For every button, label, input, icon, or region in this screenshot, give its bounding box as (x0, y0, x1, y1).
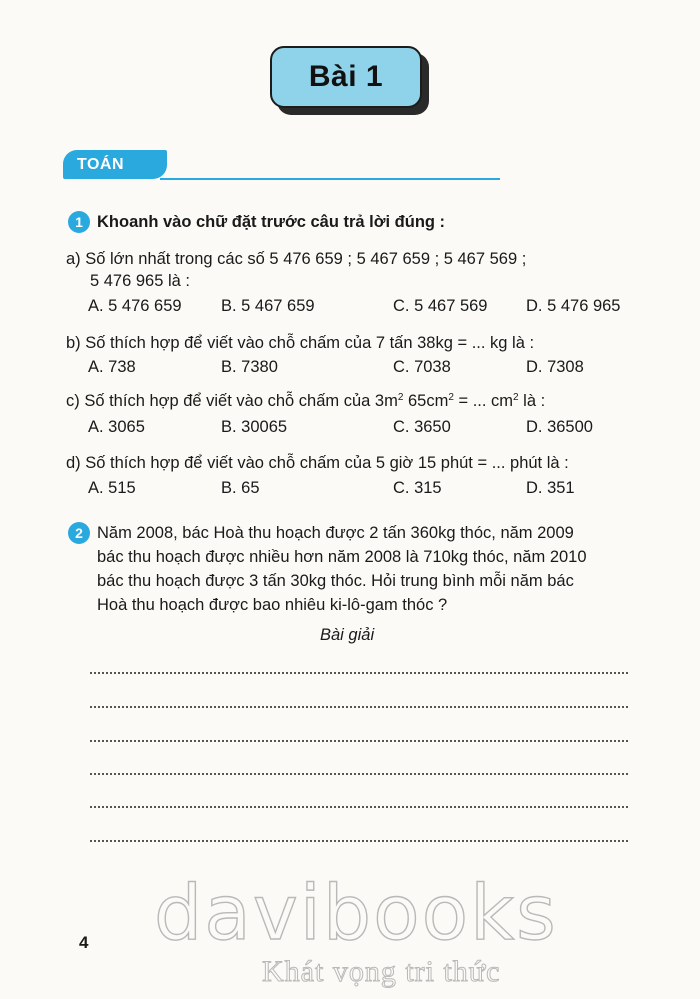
exercise-1-number: 1 (68, 211, 90, 233)
exercise-1-instruction: Khoanh vào chữ đặt trước câu trả lời đúng : (97, 213, 446, 231)
watermark-brand: davibooks (154, 868, 558, 957)
question-b-option-c[interactable]: C. 7038 (393, 358, 451, 376)
lesson-title: Bài 1 (308, 60, 384, 93)
watermark-slogan: Khát vọng tri thức (262, 955, 501, 988)
question-c-option-d[interactable]: D. 36500 (526, 418, 593, 436)
question-a-option-c[interactable]: C. 5 467 569 (393, 297, 488, 315)
question-b-option-a[interactable]: A. 738 (88, 358, 136, 376)
question-a-stem-cont: 5 476 965 là : (90, 272, 190, 290)
question-d-option-c[interactable]: C. 315 (393, 479, 442, 497)
exercise-2-number: 2 (68, 522, 90, 544)
question-d-option-b[interactable]: B. 65 (221, 479, 260, 497)
subject-name: TOÁN (77, 155, 125, 173)
question-a-option-a[interactable]: A. 5 476 659 (88, 297, 182, 315)
question-b-option-d[interactable]: D. 7308 (526, 358, 584, 376)
exercise-2-line-1: Năm 2008, bác Hoà thu hoạch được 2 tấn 360kg thóc, năm 2009 (97, 524, 574, 542)
exercise-2-line-3: bác thu hoạch được 3 tấn 30kg thóc. Hỏi trung bình mỗi năm bác (97, 572, 574, 590)
answer-line-3[interactable] (90, 740, 628, 742)
solution-label: Bài giải (320, 626, 375, 644)
question-c-option-a[interactable]: A. 3065 (88, 418, 145, 436)
question-d-option-d[interactable]: D. 351 (526, 479, 575, 497)
question-b-stem: b) Số thích hợp để viết vào chỗ chấm của 7 tấn 38kg = ... kg là : (66, 334, 535, 352)
answer-line-4[interactable] (90, 773, 628, 775)
answer-line-1[interactable] (90, 672, 628, 674)
question-d-stem: d) Số thích hợp để viết vào chỗ chấm của 5 giờ 15 phút = ... phút là : (66, 454, 569, 472)
answer-line-6[interactable] (90, 840, 628, 842)
question-c-option-b[interactable]: B. 30065 (221, 418, 288, 436)
question-c-option-c[interactable]: C. 3650 (393, 418, 451, 436)
answer-line-5[interactable] (90, 806, 628, 808)
exercise-2-line-2: bác thu hoạch được nhiều hơn năm 2008 là 710kg thóc, năm 2010 (97, 548, 587, 566)
question-c-stem: c) Số thích hợp để viết vào chỗ chấm của $3m^2$ $65cm^2$ = ... $cm^2$ là : (66, 392, 546, 410)
subject-underline (160, 178, 500, 180)
question-b-option-b[interactable]: B. 7380 (221, 358, 278, 376)
answer-line-2[interactable] (90, 706, 628, 708)
question-a-option-b[interactable]: B. 5 467 659 (221, 297, 315, 315)
question-d-option-a[interactable]: A. 515 (88, 479, 136, 497)
exercise-2-line-4: Hoà thu hoạch được bao nhiêu ki-lô-gam thóc ? (97, 596, 448, 614)
page-number: 4 (79, 933, 89, 952)
lesson-title-badge (270, 46, 422, 108)
subject-label (63, 150, 167, 179)
question-a-option-d[interactable]: D. 5 476 965 (526, 297, 621, 315)
question-a-stem: a) Số lớn nhất trong các số 5 476 659 ; 5 467 659 ; 5 467 569 ; (66, 250, 527, 268)
